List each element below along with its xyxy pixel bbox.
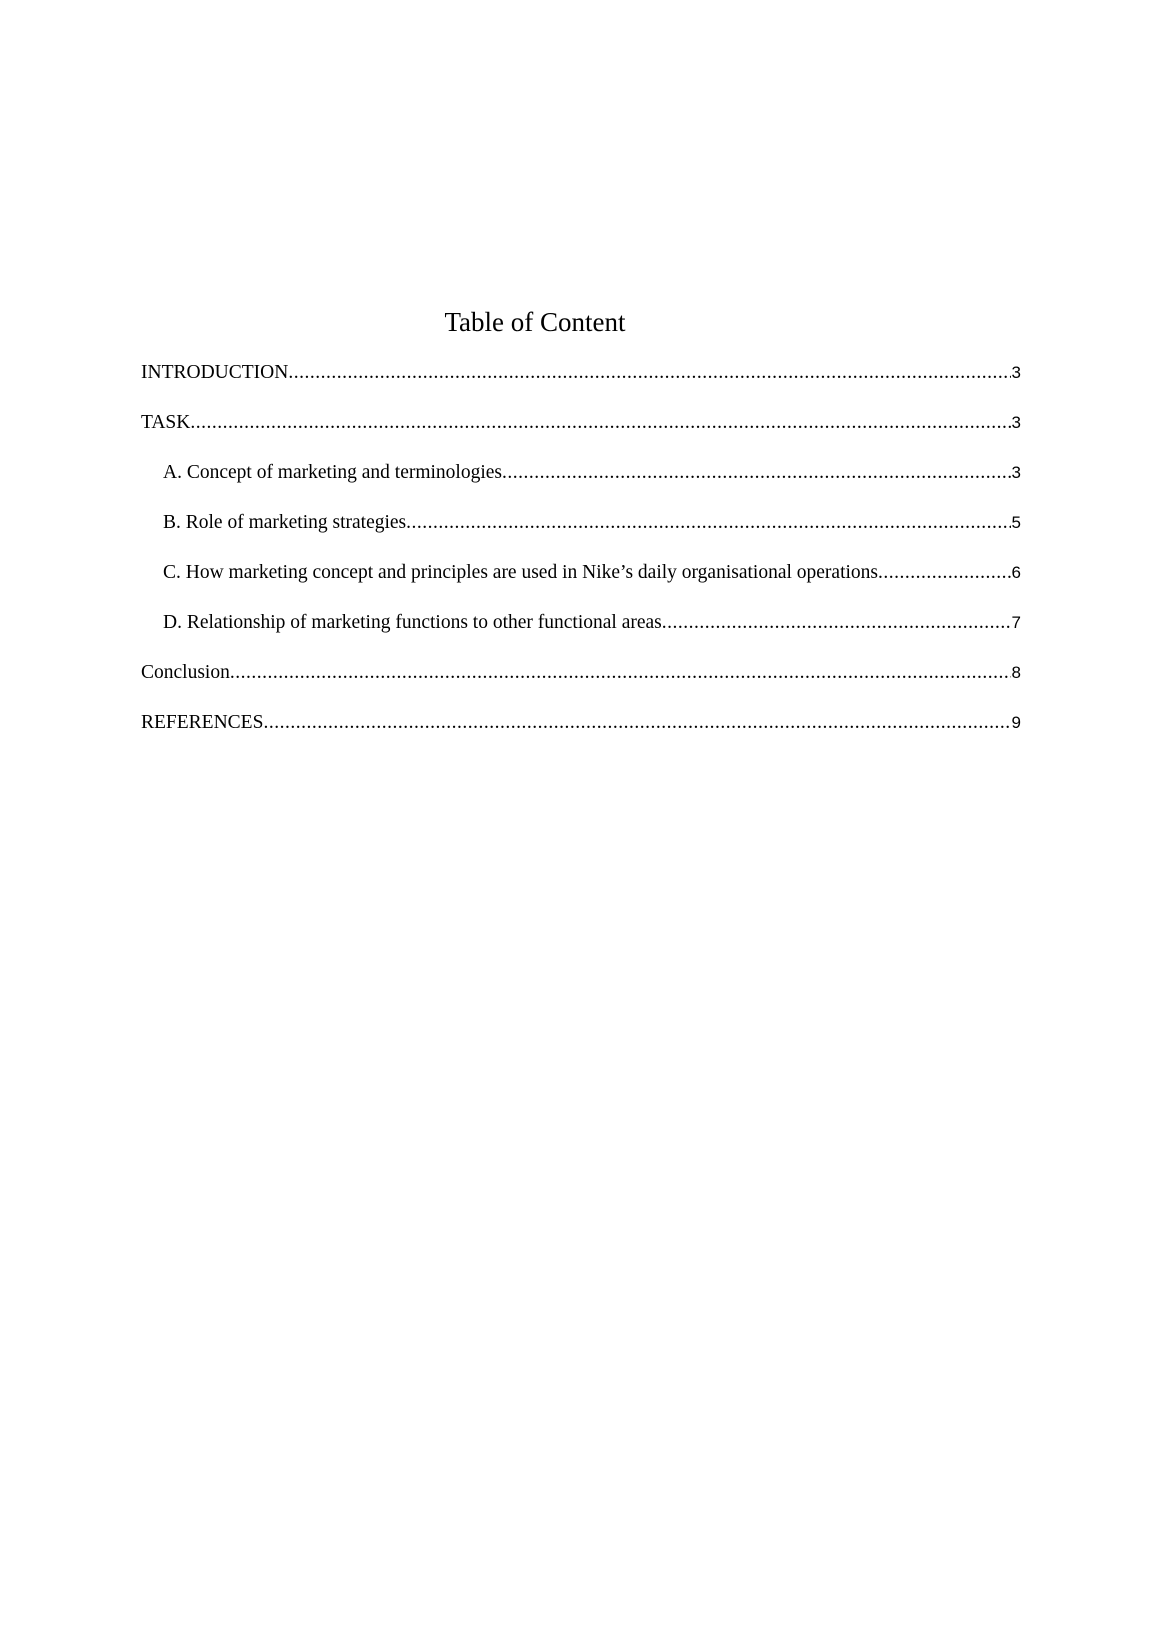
toc-entry-concept-of-marketing[interactable]: [141, 460, 1021, 510]
toc-entry-page-number: 3: [1011, 463, 1021, 482]
toc-dot-leader: [230, 660, 1011, 686]
toc-entry-task[interactable]: [141, 410, 1021, 460]
toc-entry-page-number: 6: [1011, 563, 1021, 582]
toc-entry-label: C. How marketing concept and principles are used in Nike’s daily organisational operations: [163, 560, 878, 586]
toc-entry-marketing-concept-nike[interactable]: [141, 560, 1021, 610]
toc-entry-label: REFERENCES: [141, 710, 263, 736]
toc-dot-leader: [662, 610, 1011, 636]
toc-entry-page-number: 7: [1011, 613, 1021, 632]
toc-entry-references[interactable]: [141, 710, 1021, 760]
toc-dot-leader: [263, 710, 1010, 736]
toc-entry-page-number: 5: [1011, 513, 1021, 532]
toc-entry-label: A. Concept of marketing and terminologies: [163, 460, 502, 486]
toc-entry-label: INTRODUCTION: [141, 360, 288, 386]
toc-dot-leader: [288, 360, 1010, 386]
toc-entry-page-number: 3: [1011, 413, 1021, 432]
toc-entry-label: D. Relationship of marketing functions to other functional areas: [163, 610, 662, 636]
toc-entry-label: B. Role of marketing strategies: [163, 510, 406, 536]
toc-entry-page-number: 8: [1011, 663, 1021, 682]
toc-list: [141, 360, 1021, 760]
toc-entry-conclusion[interactable]: [141, 660, 1021, 710]
toc-title: Table of Content: [444, 307, 626, 337]
toc-entry-label: Conclusion: [141, 660, 230, 686]
toc-entry-relationship-of-marketing-functions[interactable]: [141, 610, 1021, 660]
toc-entry-page-number: 9: [1011, 713, 1021, 732]
toc-dot-leader: [190, 410, 1010, 436]
toc-entry-role-of-marketing-strategies[interactable]: [141, 510, 1021, 560]
toc-dot-leader: [878, 560, 1011, 586]
toc-dot-leader: [502, 460, 1011, 486]
toc-dot-leader: [406, 510, 1010, 536]
toc-entry-label: TASK: [141, 410, 190, 436]
toc-entry-introduction[interactable]: [141, 360, 1021, 410]
toc-entry-page-number: 3: [1011, 363, 1021, 382]
